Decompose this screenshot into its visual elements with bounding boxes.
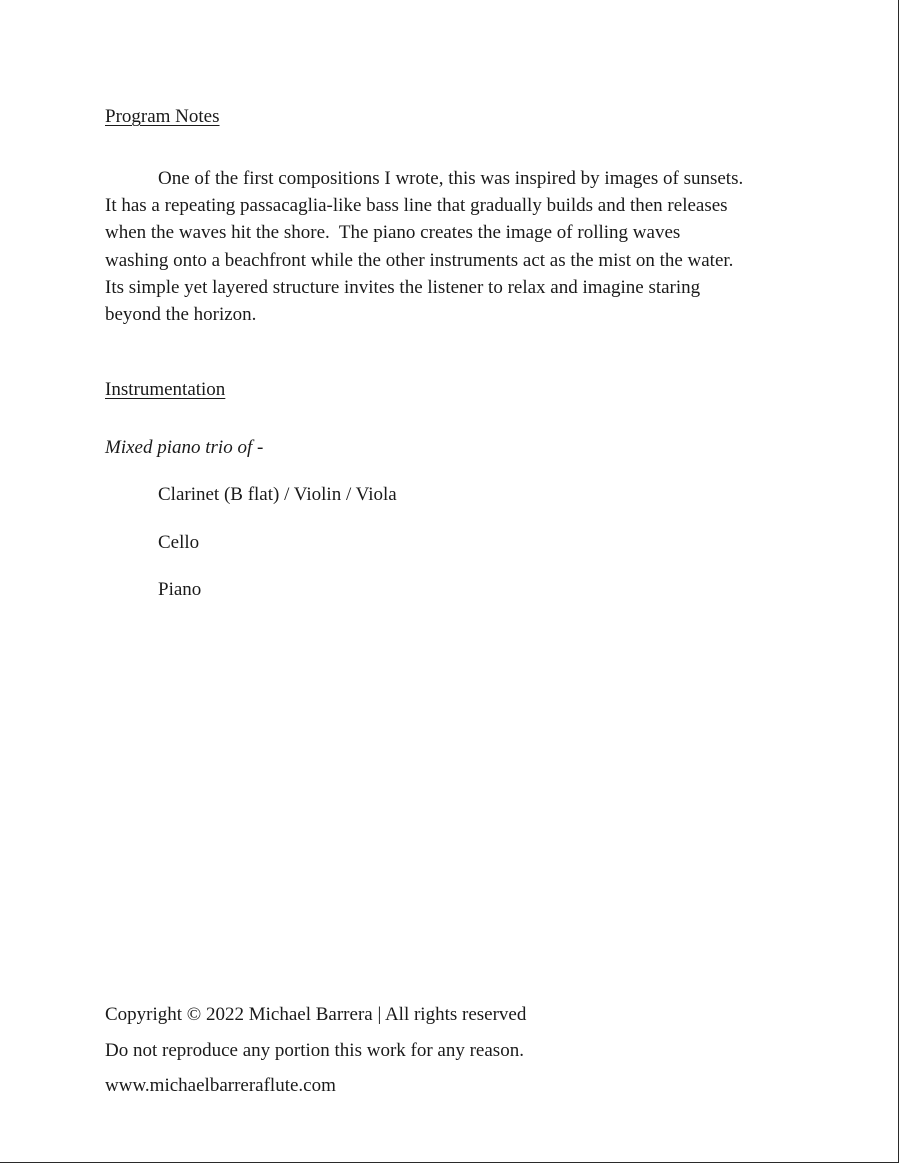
- program-notes-paragraph: [105, 165, 805, 328]
- program-notes-heading: Program Notes: [105, 106, 220, 127]
- paragraph-line: when the waves hit the shore. The piano creates the image of rolling waves: [105, 222, 681, 244]
- instrument-part-2: Cello: [158, 532, 200, 553]
- instrument-part-3: Piano: [158, 579, 202, 600]
- ensemble-description: Mixed piano trio of -: [105, 437, 264, 458]
- instrumentation-heading: Instrumentation: [105, 379, 226, 400]
- reproduction-notice: Do not reproduce any portion this work for any reason.: [105, 1040, 524, 1061]
- paragraph-line: beyond the horizon.: [105, 304, 257, 326]
- copyright-notice: Copyright © 2022 Michael Barrera | All rights reserved: [105, 1004, 527, 1025]
- paragraph-line: One of the first compositions I wrote, this was inspired by images of sunsets.: [158, 168, 744, 189]
- website-url: www.michaelbarreraflute.com: [105, 1075, 336, 1096]
- paragraph-line: washing onto a beachfront while the other instruments act as the mist on the water.: [105, 249, 734, 271]
- paragraph-line: Its simple yet layered structure invites the listener to relax and imagine staring: [105, 276, 701, 298]
- instrument-part-1: Clarinet (B flat) / Violin / Viola: [158, 484, 397, 505]
- paragraph-line: It has a repeating passacaglia-like bass line that gradually builds and then releases: [105, 195, 728, 217]
